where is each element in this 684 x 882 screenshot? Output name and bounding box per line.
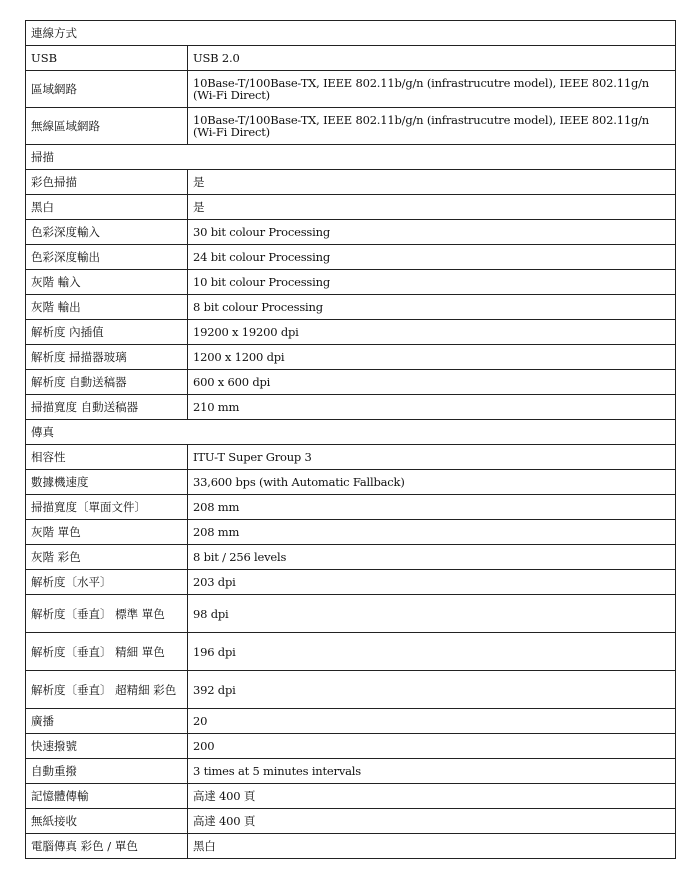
spec-label: 相容性 bbox=[26, 445, 188, 470]
spec-value: 208 mm bbox=[188, 520, 676, 545]
table-row bbox=[26, 633, 676, 671]
spec-label: 灰階 輸出 bbox=[26, 295, 188, 320]
spec-label: 快速撥號 bbox=[26, 734, 188, 759]
spec-value: 8 bit / 256 levels bbox=[188, 545, 676, 570]
spec-value: 高達 400 頁 bbox=[188, 809, 676, 834]
spec-label: USB bbox=[26, 46, 188, 71]
spec-value: 210 mm bbox=[188, 395, 676, 420]
table-row bbox=[26, 195, 676, 220]
table-row bbox=[26, 170, 676, 195]
table-row bbox=[26, 759, 676, 784]
spec-value: ITU-T Super Group 3 bbox=[188, 445, 676, 470]
spec-label: 色彩深度輸入 bbox=[26, 220, 188, 245]
spec-value: 1200 x 1200 dpi bbox=[188, 345, 676, 370]
section-header-row bbox=[26, 145, 676, 170]
table-row bbox=[26, 220, 676, 245]
spec-label: 黑白 bbox=[26, 195, 188, 220]
spec-label: 灰階 彩色 bbox=[26, 545, 188, 570]
section-header-row bbox=[26, 21, 676, 46]
spec-value: 是 bbox=[188, 195, 676, 220]
spec-label: 無線區域網路 bbox=[26, 108, 188, 145]
spec-value: 208 mm bbox=[188, 495, 676, 520]
section-title: 連線方式 bbox=[26, 21, 676, 46]
table-row bbox=[26, 320, 676, 345]
spec-label: 數據機速度 bbox=[26, 470, 188, 495]
table-row bbox=[26, 595, 676, 633]
spec-label: 掃描寬度〔單面文件〕 bbox=[26, 495, 188, 520]
spec-label: 解析度〔垂直〕 超精細 彩色 bbox=[26, 671, 188, 709]
table-row bbox=[26, 270, 676, 295]
spec-label: 解析度〔垂直〕 精細 單色 bbox=[26, 633, 188, 671]
spec-label: 電腦傳真 彩色 / 單色 bbox=[26, 834, 188, 859]
spec-label: 解析度〔垂直〕 標準 單色 bbox=[26, 595, 188, 633]
table-row bbox=[26, 395, 676, 420]
spec-value: 3 times at 5 minutes intervals bbox=[188, 759, 676, 784]
spec-label: 灰階 單色 bbox=[26, 520, 188, 545]
spec-value: 19200 x 19200 dpi bbox=[188, 320, 676, 345]
spec-table bbox=[25, 20, 676, 859]
spec-value: 203 dpi bbox=[188, 570, 676, 595]
table-row bbox=[26, 108, 676, 145]
spec-value: 600 x 600 dpi bbox=[188, 370, 676, 395]
spec-label: 記憶體傳輸 bbox=[26, 784, 188, 809]
spec-value: 是 bbox=[188, 170, 676, 195]
spec-value: 10Base-T/100Base-TX, IEEE 802.11b/g/n (infrastrucutre model), IEEE 802.11g/n (Wi-Fi Direct) bbox=[188, 108, 676, 145]
spec-value: 10 bit colour Processing bbox=[188, 270, 676, 295]
table-row bbox=[26, 46, 676, 71]
spec-value: 20 bbox=[188, 709, 676, 734]
spec-value: 10Base-T/100Base-TX, IEEE 802.11b/g/n (infrastrucutre model), IEEE 802.11g/n (Wi-Fi Direct) bbox=[188, 71, 676, 108]
spec-label: 無紙接收 bbox=[26, 809, 188, 834]
table-row bbox=[26, 495, 676, 520]
spec-value: 30 bit colour Processing bbox=[188, 220, 676, 245]
spec-label: 彩色掃描 bbox=[26, 170, 188, 195]
section-title: 傳真 bbox=[26, 420, 676, 445]
spec-label: 自動重撥 bbox=[26, 759, 188, 784]
spec-value: 33,600 bps (with Automatic Fallback) bbox=[188, 470, 676, 495]
spec-value: 200 bbox=[188, 734, 676, 759]
table-row bbox=[26, 345, 676, 370]
spec-table-body bbox=[26, 21, 676, 859]
table-row bbox=[26, 671, 676, 709]
spec-label: 解析度 自動送稿器 bbox=[26, 370, 188, 395]
table-row bbox=[26, 370, 676, 395]
section-title: 掃描 bbox=[26, 145, 676, 170]
spec-value: 8 bit colour Processing bbox=[188, 295, 676, 320]
spec-value: 392 dpi bbox=[188, 671, 676, 709]
spec-label: 解析度〔水平〕 bbox=[26, 570, 188, 595]
spec-label: 區域網路 bbox=[26, 71, 188, 108]
table-row bbox=[26, 445, 676, 470]
spec-label: 色彩深度輸出 bbox=[26, 245, 188, 270]
table-row bbox=[26, 709, 676, 734]
table-row bbox=[26, 245, 676, 270]
spec-value: 196 dpi bbox=[188, 633, 676, 671]
spec-value: 98 dpi bbox=[188, 595, 676, 633]
spec-label: 灰階 輸入 bbox=[26, 270, 188, 295]
table-row bbox=[26, 809, 676, 834]
spec-value: 24 bit colour Processing bbox=[188, 245, 676, 270]
section-header-row bbox=[26, 420, 676, 445]
table-row bbox=[26, 734, 676, 759]
spec-label: 解析度 掃描器玻璃 bbox=[26, 345, 188, 370]
table-row bbox=[26, 834, 676, 859]
spec-value: 高達 400 頁 bbox=[188, 784, 676, 809]
table-row bbox=[26, 295, 676, 320]
spec-label: 廣播 bbox=[26, 709, 188, 734]
spec-value: USB 2.0 bbox=[188, 46, 676, 71]
table-row bbox=[26, 71, 676, 108]
table-row bbox=[26, 570, 676, 595]
table-row bbox=[26, 784, 676, 809]
spec-label: 掃描寬度 自動送稿器 bbox=[26, 395, 188, 420]
table-row bbox=[26, 545, 676, 570]
table-row bbox=[26, 470, 676, 495]
table-row bbox=[26, 520, 676, 545]
spec-label: 解析度 內插值 bbox=[26, 320, 188, 345]
spec-value: 黑白 bbox=[188, 834, 676, 859]
